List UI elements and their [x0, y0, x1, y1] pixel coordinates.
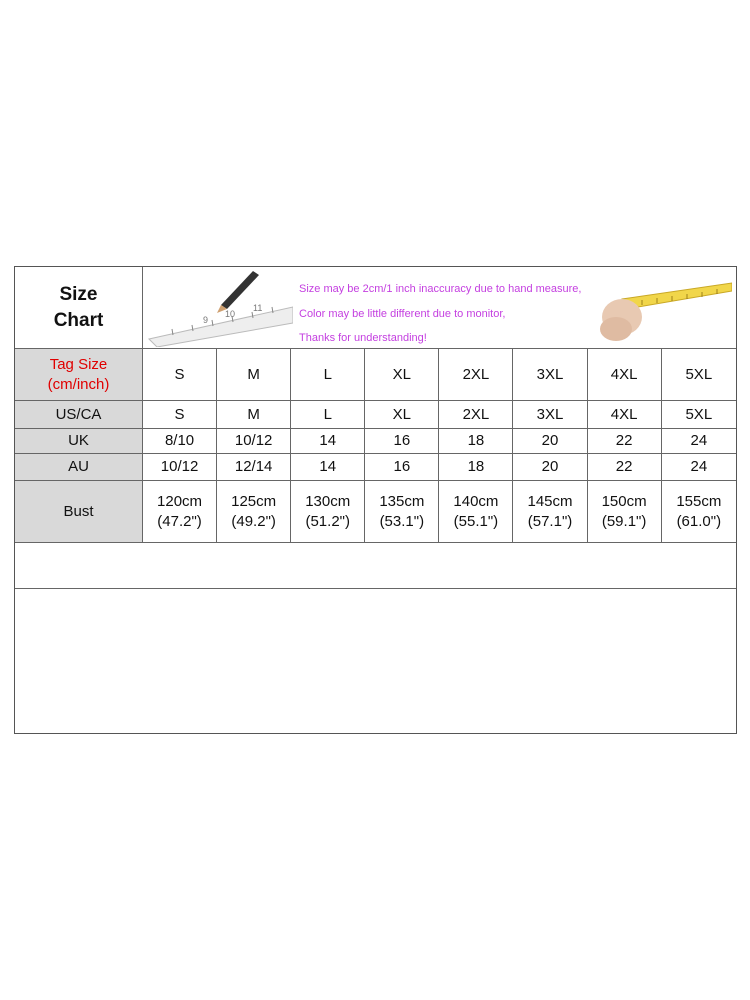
bust-cell — [365, 481, 439, 542]
chart-title-line2: Chart — [53, 309, 104, 331]
row-us-ca — [15, 401, 736, 429]
bust-cell — [662, 481, 736, 542]
bust-cm: 120cm — [157, 492, 203, 510]
tag-size-cell: S — [143, 349, 217, 400]
us-ca-cell: 5XL — [685, 405, 713, 423]
uk-cell: 18 — [439, 429, 513, 453]
us-ca-cell: S — [143, 401, 217, 428]
bust-cell — [439, 481, 513, 542]
us-ca-cell: L — [291, 401, 365, 428]
note-thanks: Thanks for understanding! — [299, 332, 427, 344]
bust-cm: 145cm — [527, 492, 573, 510]
uk-cell: 16 — [365, 429, 439, 453]
svg-text:9: 9 — [203, 315, 209, 325]
au-cell: 12/14 — [217, 454, 291, 480]
bust-cell — [291, 481, 365, 542]
tag-size-cell: XL — [365, 349, 439, 400]
us-ca-label: US/CA — [15, 401, 143, 428]
svg-text:10: 10 — [225, 309, 236, 319]
bust-inch: (55.1") — [453, 512, 499, 530]
au-cell: 16 — [365, 454, 439, 480]
bust-cell — [217, 481, 291, 542]
measuring-tape-icon — [592, 269, 732, 345]
note-color: Color may be little different due to monitor, — [299, 308, 506, 320]
uk-cell: 14 — [291, 429, 365, 453]
bust-label: Bust — [15, 481, 143, 542]
bust-cm: 130cm — [305, 492, 351, 510]
uk-cell: 8/10 — [143, 429, 217, 453]
bust-inch: (61.0") — [676, 512, 722, 530]
us-ca-cell: M — [217, 401, 291, 428]
uk-cell: 20 — [513, 429, 587, 453]
tag-size-cell: 2XL — [439, 349, 513, 400]
bust-inch: (47.2") — [157, 512, 202, 530]
us-ca-cell: 2XL — [439, 401, 513, 428]
us-ca-cell: 3XL — [513, 401, 587, 428]
bust-inch: (59.1") — [601, 512, 647, 530]
au-cell: 14 — [291, 454, 365, 480]
tag-size-cell: L — [291, 349, 365, 400]
disclaimer-banner — [143, 267, 736, 348]
uk-cell: 24 — [690, 432, 708, 449]
bust-cm: 125cm — [231, 492, 277, 510]
au-cell: 22 — [588, 454, 662, 480]
chart-title — [15, 267, 143, 348]
bust-cell — [143, 481, 217, 542]
au-cell: 24 — [690, 458, 708, 475]
tag-size-label-line1: Tag Size — [49, 355, 108, 373]
chart-header-row — [15, 267, 736, 349]
bust-cm: 155cm — [676, 492, 722, 510]
row-bust — [15, 481, 736, 543]
tag-size-label-line2: (cm/inch) — [47, 375, 110, 393]
uk-cell: 10/12 — [217, 429, 291, 453]
bust-inch: (51.2") — [305, 512, 350, 530]
note-measure: Size may be 2cm/1 inch inaccuracy due to hand measure, — [299, 283, 582, 295]
chart-title-line1: Size — [59, 283, 98, 305]
bust-inch: (49.2") — [231, 512, 276, 530]
tag-size-cell: M — [217, 349, 291, 400]
bust-cm: 135cm — [379, 492, 425, 510]
row-sleeve-content — [15, 543, 736, 589]
tag-size-cell: 3XL — [513, 349, 587, 400]
bust-cell — [513, 481, 587, 542]
row-tag-size — [15, 349, 736, 401]
au-cell: 18 — [439, 454, 513, 480]
row-au — [15, 454, 736, 481]
bust-cell — [588, 481, 662, 542]
ruler-pencil-icon — [143, 267, 293, 347]
tag-size-cell: 4XL — [588, 349, 662, 400]
tag-size-label — [15, 349, 143, 400]
bust-inch: (57.1") — [527, 512, 573, 530]
size-chart-table — [14, 266, 737, 734]
uk-label: UK — [15, 429, 143, 453]
bust-inch: (53.1") — [379, 512, 425, 530]
au-label: AU — [15, 454, 143, 480]
au-cell: 10/12 — [143, 454, 217, 480]
au-cell: 20 — [513, 454, 587, 480]
row-uk — [15, 429, 736, 454]
svg-text:11: 11 — [253, 303, 263, 313]
us-ca-cell: 4XL — [588, 401, 662, 428]
uk-cell: 22 — [588, 429, 662, 453]
bust-cm: 150cm — [601, 492, 647, 510]
us-ca-cell: XL — [365, 401, 439, 428]
tag-size-cell: 5XL — [685, 365, 713, 383]
bust-cm: 140cm — [453, 492, 499, 510]
